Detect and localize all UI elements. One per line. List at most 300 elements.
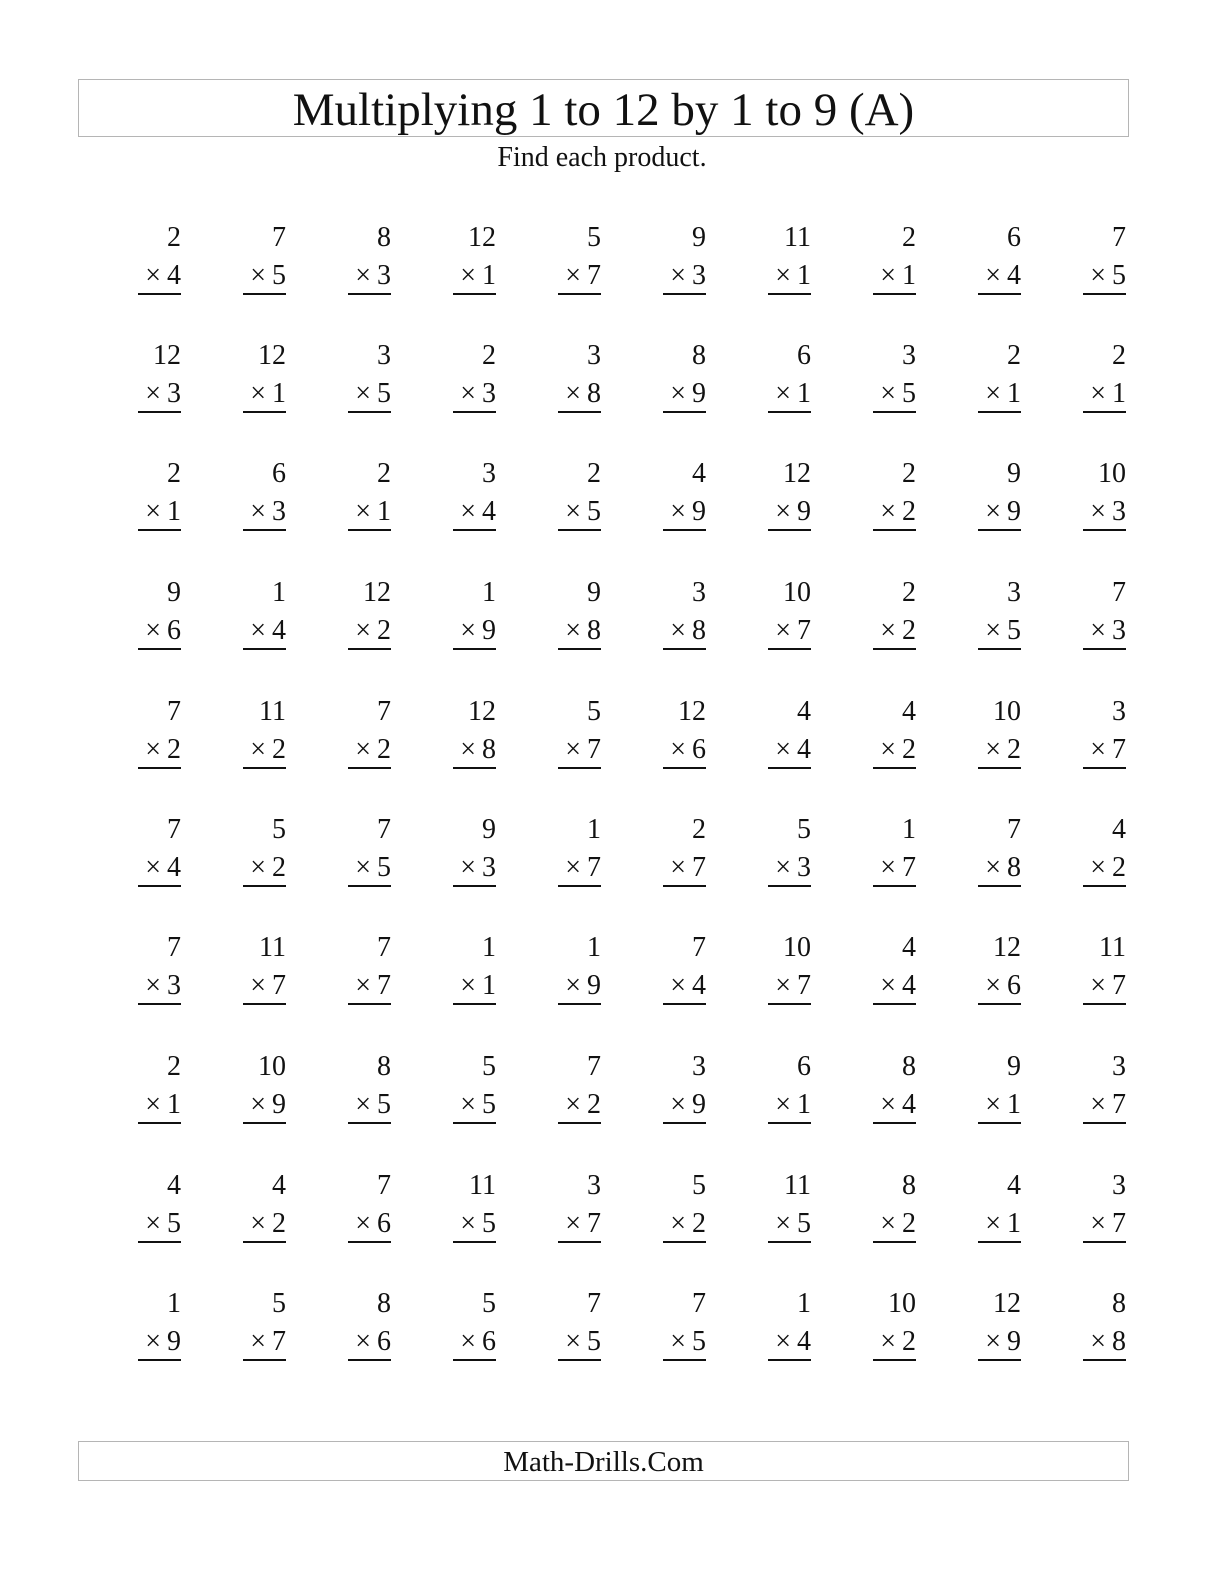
multiplicand: 11: [259, 932, 286, 963]
problem-10-9: [961, 1287, 1021, 1367]
multiplicand: 12: [678, 696, 706, 727]
problem-1-8: [856, 221, 916, 301]
multiplier-line: [978, 614, 1021, 650]
problem-10-3: [331, 1287, 391, 1367]
multiplier: 6: [692, 734, 706, 765]
multiplier-line: [1083, 733, 1126, 769]
multiplicand: 5: [482, 1051, 496, 1082]
multiplier: 9: [587, 970, 601, 1001]
multiplicand: 12: [258, 340, 286, 371]
problem-3-2: [226, 457, 286, 537]
multiplicand: 5: [272, 814, 286, 845]
problem-3-8: [856, 457, 916, 537]
problem-3-6: [646, 457, 706, 537]
multiplicand: 1: [587, 814, 601, 845]
multiplier: 5: [377, 378, 391, 409]
multiplier: 7: [797, 970, 811, 1001]
problem-5-5: [541, 695, 601, 775]
multiplier: 7: [587, 734, 601, 765]
problem-5-9: [961, 695, 1021, 775]
multiplier: 7: [902, 852, 916, 883]
problem-7-4: [436, 931, 496, 1011]
times-sign: ×: [250, 970, 266, 1001]
multiplier-line: [138, 851, 181, 887]
problem-4-3: [331, 576, 391, 656]
multiplier: 2: [902, 1326, 916, 1357]
problem-1-5: [541, 221, 601, 301]
multiplier: 5: [1112, 260, 1126, 291]
multiplier-line: [558, 851, 601, 887]
multiplicand: 7: [167, 696, 181, 727]
times-sign: ×: [775, 260, 791, 291]
multiplier-line: [138, 733, 181, 769]
multiplicand: 9: [587, 577, 601, 608]
multiplier: 5: [272, 260, 286, 291]
multiplier-line: [1083, 614, 1126, 650]
times-sign: ×: [250, 1089, 266, 1120]
problem-10-6: [646, 1287, 706, 1367]
times-sign: ×: [460, 260, 476, 291]
multiplier: 4: [167, 852, 181, 883]
multiplier-line: [873, 377, 916, 413]
multiplicand: 2: [167, 1051, 181, 1082]
multiplier: 1: [377, 496, 391, 527]
multiplicand: 7: [272, 222, 286, 253]
problem-2-9: [961, 339, 1021, 419]
times-sign: ×: [985, 852, 1001, 883]
multiplier: 4: [692, 970, 706, 1001]
multiplicand: 5: [272, 1288, 286, 1319]
multiplicand: 7: [167, 932, 181, 963]
problem-7-5: [541, 931, 601, 1011]
multiplier-line: [873, 1088, 916, 1124]
times-sign: ×: [355, 970, 371, 1001]
problem-5-3: [331, 695, 391, 775]
problem-2-6: [646, 339, 706, 419]
multiplicand: 4: [1007, 1170, 1021, 1201]
problem-8-2: [226, 1050, 286, 1130]
times-sign: ×: [355, 260, 371, 291]
multiplier-line: [453, 969, 496, 1005]
multiplicand: 7: [377, 1170, 391, 1201]
times-sign: ×: [355, 1208, 371, 1239]
multiplier-line: [453, 1325, 496, 1361]
times-sign: ×: [670, 1326, 686, 1357]
times-sign: ×: [565, 1089, 581, 1120]
problem-10-8: [856, 1287, 916, 1367]
multiplicand: 12: [153, 340, 181, 371]
times-sign: ×: [670, 1208, 686, 1239]
multiplicand: 8: [377, 1051, 391, 1082]
times-sign: ×: [250, 852, 266, 883]
multiplier-line: [663, 377, 706, 413]
times-sign: ×: [565, 615, 581, 646]
times-sign: ×: [250, 615, 266, 646]
multiplier-line: [348, 1088, 391, 1124]
multiplicand: 8: [1112, 1288, 1126, 1319]
multiplier-line: [243, 614, 286, 650]
problem-3-5: [541, 457, 601, 537]
problem-1-4: [436, 221, 496, 301]
multiplier: 3: [272, 496, 286, 527]
multiplier-line: [663, 851, 706, 887]
multiplier-line: [978, 969, 1021, 1005]
times-sign: ×: [1090, 378, 1106, 409]
multiplicand: 3: [902, 340, 916, 371]
multiplicand: 1: [902, 814, 916, 845]
times-sign: ×: [355, 496, 371, 527]
multiplier: 5: [377, 852, 391, 883]
problem-4-2: [226, 576, 286, 656]
multiplicand: 1: [272, 577, 286, 608]
problem-1-6: [646, 221, 706, 301]
multiplier: 5: [482, 1089, 496, 1120]
multiplier: 9: [692, 496, 706, 527]
multiplicand: 3: [587, 340, 601, 371]
multiplier: 4: [1007, 260, 1021, 291]
problem-3-7: [751, 457, 811, 537]
multiplicand: 10: [993, 696, 1021, 727]
times-sign: ×: [985, 378, 1001, 409]
multiplier-line: [243, 1207, 286, 1243]
problem-7-10: [1066, 931, 1126, 1011]
times-sign: ×: [775, 734, 791, 765]
multiplier-line: [663, 1207, 706, 1243]
multiplicand: 9: [1007, 458, 1021, 489]
multiplier-line: [558, 377, 601, 413]
problem-10-4: [436, 1287, 496, 1367]
times-sign: ×: [985, 970, 1001, 1001]
times-sign: ×: [880, 496, 896, 527]
multiplicand: 2: [167, 458, 181, 489]
multiplicand: 6: [797, 1051, 811, 1082]
multiplier-line: [138, 495, 181, 531]
times-sign: ×: [775, 378, 791, 409]
times-sign: ×: [985, 1326, 1001, 1357]
multiplier: 7: [587, 260, 601, 291]
multiplier: 2: [167, 734, 181, 765]
multiplicand: 8: [377, 1288, 391, 1319]
multiplier: 7: [797, 615, 811, 646]
multiplier: 7: [272, 970, 286, 1001]
multiplicand: 2: [482, 340, 496, 371]
times-sign: ×: [775, 970, 791, 1001]
multiplicand: 12: [783, 458, 811, 489]
multiplier: 1: [797, 260, 811, 291]
times-sign: ×: [460, 1326, 476, 1357]
problem-8-1: [121, 1050, 181, 1130]
problem-9-3: [331, 1169, 391, 1249]
times-sign: ×: [250, 496, 266, 527]
problem-3-3: [331, 457, 391, 537]
multiplicand: 10: [888, 1288, 916, 1319]
problem-7-8: [856, 931, 916, 1011]
multiplier: 6: [377, 1326, 391, 1357]
times-sign: ×: [565, 1326, 581, 1357]
problem-6-2: [226, 813, 286, 893]
multiplier-line: [453, 259, 496, 295]
problem-5-2: [226, 695, 286, 775]
problem-10-5: [541, 1287, 601, 1367]
problem-7-9: [961, 931, 1021, 1011]
multiplier: 1: [1112, 378, 1126, 409]
multiplier: 5: [1007, 615, 1021, 646]
multiplier: 5: [797, 1208, 811, 1239]
multiplicand: 7: [167, 814, 181, 845]
multiplier-line: [768, 259, 811, 295]
multiplier-line: [348, 733, 391, 769]
multiplier: 2: [1007, 734, 1021, 765]
multiplier-line: [243, 733, 286, 769]
problem-7-7: [751, 931, 811, 1011]
multiplier: 7: [1112, 1208, 1126, 1239]
times-sign: ×: [145, 852, 161, 883]
multiplicand: 10: [258, 1051, 286, 1082]
multiplier-line: [978, 1325, 1021, 1361]
footer-text: Math-Drills.Com: [503, 1445, 704, 1478]
multiplicand: 2: [902, 577, 916, 608]
multiplier: 4: [482, 496, 496, 527]
multiplier-line: [138, 259, 181, 295]
problem-9-6: [646, 1169, 706, 1249]
times-sign: ×: [880, 1326, 896, 1357]
multiplier-line: [978, 377, 1021, 413]
problem-9-8: [856, 1169, 916, 1249]
multiplier-line: [663, 1325, 706, 1361]
multiplier-line: [1083, 259, 1126, 295]
multiplier-line: [348, 851, 391, 887]
multiplier: 9: [1007, 496, 1021, 527]
multiplier-line: [558, 733, 601, 769]
multiplicand: 7: [377, 696, 391, 727]
multiplier-line: [348, 377, 391, 413]
multiplier-line: [1083, 969, 1126, 1005]
times-sign: ×: [880, 378, 896, 409]
times-sign: ×: [985, 1089, 1001, 1120]
times-sign: ×: [460, 1089, 476, 1120]
problem-1-7: [751, 221, 811, 301]
multiplier: 9: [272, 1089, 286, 1120]
multiplier-line: [348, 495, 391, 531]
multiplier: 4: [902, 1089, 916, 1120]
multiplier-line: [558, 1207, 601, 1243]
multiplicand: 9: [692, 222, 706, 253]
times-sign: ×: [880, 852, 896, 883]
multiplier-line: [243, 969, 286, 1005]
multiplier: 5: [692, 1326, 706, 1357]
times-sign: ×: [145, 1326, 161, 1357]
multiplicand: 11: [784, 1170, 811, 1201]
problem-2-2: [226, 339, 286, 419]
times-sign: ×: [1090, 734, 1106, 765]
multiplier-line: [453, 1088, 496, 1124]
multiplier: 5: [587, 496, 601, 527]
multiplicand: 12: [468, 222, 496, 253]
problem-8-4: [436, 1050, 496, 1130]
times-sign: ×: [670, 1089, 686, 1120]
multiplicand: 4: [797, 696, 811, 727]
times-sign: ×: [355, 1326, 371, 1357]
times-sign: ×: [1090, 260, 1106, 291]
times-sign: ×: [145, 496, 161, 527]
times-sign: ×: [1090, 970, 1106, 1001]
multiplier: 5: [587, 1326, 601, 1357]
problem-2-4: [436, 339, 496, 419]
times-sign: ×: [145, 1208, 161, 1239]
multiplier-line: [873, 495, 916, 531]
multiplier-line: [243, 1088, 286, 1124]
multiplier: 8: [1112, 1326, 1126, 1357]
multiplier-line: [1083, 1088, 1126, 1124]
multiplicand: 1: [167, 1288, 181, 1319]
times-sign: ×: [1090, 1089, 1106, 1120]
multiplicand: 7: [377, 932, 391, 963]
problem-9-2: [226, 1169, 286, 1249]
multiplier: 1: [482, 260, 496, 291]
times-sign: ×: [670, 852, 686, 883]
multiplicand: 4: [167, 1170, 181, 1201]
multiplicand: 1: [587, 932, 601, 963]
times-sign: ×: [145, 734, 161, 765]
times-sign: ×: [145, 970, 161, 1001]
multiplicand: 4: [902, 932, 916, 963]
multiplicand: 5: [797, 814, 811, 845]
multiplicand: 3: [482, 458, 496, 489]
multiplier: 7: [692, 852, 706, 883]
multiplicand: 3: [587, 1170, 601, 1201]
multiplier: 8: [482, 734, 496, 765]
times-sign: ×: [880, 1089, 896, 1120]
problem-3-10: [1066, 457, 1126, 537]
times-sign: ×: [565, 496, 581, 527]
problem-2-7: [751, 339, 811, 419]
multiplicand: 6: [1007, 222, 1021, 253]
problem-1-3: [331, 221, 391, 301]
times-sign: ×: [145, 615, 161, 646]
times-sign: ×: [1090, 1326, 1106, 1357]
problem-4-9: [961, 576, 1021, 656]
multiplier-line: [243, 259, 286, 295]
multiplier-line: [978, 1088, 1021, 1124]
multiplier: 2: [377, 734, 391, 765]
times-sign: ×: [460, 1208, 476, 1239]
multiplicand: 1: [482, 932, 496, 963]
problem-9-9: [961, 1169, 1021, 1249]
multiplier: 3: [1112, 615, 1126, 646]
problem-2-8: [856, 339, 916, 419]
problem-3-9: [961, 457, 1021, 537]
multiplier: 5: [902, 378, 916, 409]
times-sign: ×: [1090, 1208, 1106, 1239]
multiplicand: 7: [1007, 814, 1021, 845]
multiplicand: 8: [692, 340, 706, 371]
multiplier: 1: [1007, 378, 1021, 409]
times-sign: ×: [460, 378, 476, 409]
multiplier-line: [873, 259, 916, 295]
multiplier-line: [348, 1207, 391, 1243]
times-sign: ×: [355, 378, 371, 409]
multiplier-line: [453, 851, 496, 887]
multiplier-line: [663, 733, 706, 769]
times-sign: ×: [880, 734, 896, 765]
multiplier: 4: [797, 1326, 811, 1357]
times-sign: ×: [355, 1089, 371, 1120]
multiplicand: 2: [1007, 340, 1021, 371]
multiplier-line: [768, 377, 811, 413]
multiplier-line: [978, 851, 1021, 887]
multiplier-line: [348, 614, 391, 650]
times-sign: ×: [1090, 615, 1106, 646]
problem-3-4: [436, 457, 496, 537]
footer-box: [78, 1441, 1129, 1481]
times-sign: ×: [670, 260, 686, 291]
multiplier-line: [978, 1207, 1021, 1243]
multiplicand: 2: [902, 222, 916, 253]
times-sign: ×: [670, 378, 686, 409]
times-sign: ×: [1090, 496, 1106, 527]
multiplicand: 9: [482, 814, 496, 845]
multiplier: 1: [902, 260, 916, 291]
problem-6-6: [646, 813, 706, 893]
multiplicand: 3: [692, 1051, 706, 1082]
multiplicand: 1: [797, 1288, 811, 1319]
multiplier-line: [243, 1325, 286, 1361]
multiplier: 4: [797, 734, 811, 765]
times-sign: ×: [565, 734, 581, 765]
multiplier: 3: [482, 852, 496, 883]
multiplier-line: [768, 1088, 811, 1124]
multiplier: 9: [797, 496, 811, 527]
multiplier-line: [663, 495, 706, 531]
problem-2-5: [541, 339, 601, 419]
multiplicand: 12: [363, 577, 391, 608]
problem-2-1: [121, 339, 181, 419]
problem-8-8: [856, 1050, 916, 1130]
multiplicand: 6: [272, 458, 286, 489]
multiplier-line: [768, 969, 811, 1005]
multiplier: 2: [692, 1208, 706, 1239]
multiplier: 1: [482, 970, 496, 1001]
multiplier: 7: [1112, 1089, 1126, 1120]
times-sign: ×: [565, 970, 581, 1001]
multiplier: 6: [167, 615, 181, 646]
problem-8-9: [961, 1050, 1021, 1130]
multiplier: 4: [902, 970, 916, 1001]
times-sign: ×: [880, 1208, 896, 1239]
problem-1-10: [1066, 221, 1126, 301]
problem-4-6: [646, 576, 706, 656]
problem-8-7: [751, 1050, 811, 1130]
problem-1-2: [226, 221, 286, 301]
multiplier: 1: [272, 378, 286, 409]
problem-5-8: [856, 695, 916, 775]
multiplier: 8: [1007, 852, 1021, 883]
multiplicand: 3: [1112, 1051, 1126, 1082]
multiplier: 3: [167, 378, 181, 409]
multiplier: 2: [902, 734, 916, 765]
times-sign: ×: [145, 1089, 161, 1120]
multiplier-line: [453, 495, 496, 531]
multiplicand: 4: [1112, 814, 1126, 845]
multiplier: 3: [797, 852, 811, 883]
page-subtitle: Find each product.: [497, 142, 707, 173]
multiplier-line: [138, 614, 181, 650]
problem-9-4: [436, 1169, 496, 1249]
multiplier: 2: [902, 615, 916, 646]
times-sign: ×: [775, 1326, 791, 1357]
multiplicand: 11: [259, 696, 286, 727]
page-title: Multiplying 1 to 12 by 1 to 9 (A): [292, 83, 915, 136]
